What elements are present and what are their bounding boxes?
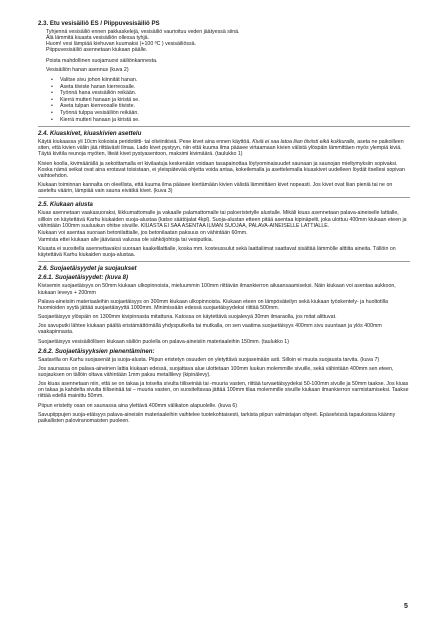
list-item: • Aseta tiiviste hanan kierreosalle.: [51, 83, 136, 90]
reduction-paragraph-1: Saatavilla on Karhu suojasenät ja suoja-alusta. Piipun eristetyn osuuden on yletyttävä suojaseinään asti. Silloin ei muuta suojausta tarvita. (kuva 7): [38, 356, 380, 363]
section-2-5-heading: 2.5. Kiukaan alusta: [38, 201, 93, 209]
tap-install-steps: [38, 77, 410, 123]
clearance-paragraph-1: Kivisemin suojaetäisyys on 50mm kiukaan ulkopinnoista, mieluummin 100mm riittävän ilmankierron aikaansaamiseksi. Näin kiukaan voi asentaa aukkoon, kiukaan leveys + 200mm: [38, 283, 396, 296]
clearance-paragraph-2: Palava-aineisiin materiaaleihin suojaetäisyys on 300mm kiukaan ulkopinnoista. Kiukaan eteen on lämpösäteilyn sekä kiukaan työskentely- ja huoltotilla huomioiden syytä jättää suojaetäisyyttä 1000mm. Minimissään edessä suojaetäisyydeksi riittää 500mm.: [38, 298, 388, 311]
base-paragraph-3: Varmista ettei kiukaan alle jäävässä valussa ole sähköjohtoja tai vesiputkia.: [38, 236, 213, 243]
list-item: • Aseta tulpan kierreosalle tiiviste.: [51, 103, 135, 110]
text-line: Piippuvesisäiliö asennetaan kiukaan päälle.: [46, 47, 148, 54]
list-item: • Valitse sivu johon kiinnität hanan.: [51, 76, 138, 83]
stones-paragraph-2: Kivien koolla, kivimäärällä ja sekoittamalla eri kivilaatuja keskenään voidaan tasapainottaa löylyominaisuudet saunaan ja saunojan mieltymyksiin sopivaksi. Koska nämä seikat ovat aina erotavat toisistaan, ei yleispätevää ohjetta voida antaa, kokeilemalla ja asettelemalla kiuaskivet uudelleen löydät itsellesi sopivan vaihtoehdon.: [38, 160, 405, 179]
section-2-6-heading: 2.6. Suojaetäisyydet ja suojaukset: [38, 265, 137, 273]
water-tank-warning: [38, 29, 410, 54]
clearance-paragraph-4: Jos savuputki lähtee kiukaan päältä eristämättömällä yhdysputkella tai mutkalla, on sen vaatima suojaetäisyys 400mm sivu suuntaan ja ylös 400mm vaakapinnasta.: [38, 323, 382, 336]
list-item: • Työnnä tulppa vesisäiliön reikään.: [51, 109, 139, 116]
section-2-6-2-heading: 2.6.2. Suojaetäisyyksien pienentäminen:: [38, 347, 155, 355]
document-page: [38, 20, 410, 427]
text-line: Älä lämmitä kiuasta vesisäiliön ollessa tyhjä.: [46, 35, 150, 42]
reduction-paragraph-5: Savupiippujen suoja-etäisyys palava-aineisiin materiaaleihin vaihtelee tuotekohtaisesti, tarkista piipun valmistajan ohjeet. Epäselvissä tapauksissa käänny paikallisten paloviranomaisten puoleen.: [38, 411, 396, 424]
tap-install-heading: Vesisäiliön hanan asennus (kuva 2): [46, 66, 129, 73]
reduction-paragraph-2: Jos saunassa on palava-aineinen lattia kiukaan edessä, suojattava alue ulottetaan 100mm luukun molemmille sivuille, sekä vähintään 400mm sen eteen, suojauksen on tällöin oltava vähintään 1mm paksu metallilevy (kipinälevy).: [38, 365, 394, 378]
text-line: Huom! vesi lämpiää kiehuvan kuumaksi (+100 ºC ) vesisäiliössä.: [46, 41, 197, 48]
section-2-3-heading: 2.3. Etu vesisäiliö ES / Piippuvesisäiliö PS: [38, 20, 160, 27]
list-item: • Työnnä hana vesisäiliön reikään.: [51, 90, 137, 97]
section-2-6-1-heading: 2.6.1. Suojaetäisyydet: (kuva 8): [38, 274, 129, 282]
clearance-paragraph-5: Suojaetäisyys vesisäiliöllisen kiukaan säiliön puolella on palava-aineisiin materiaaleihin 150mm. (taulukko 1): [38, 338, 289, 345]
stones-paragraph-3: Kiukaan toiminnan kannalta on oleellista, että kuuma ilma pääsee kiertämään kivien välistä lämmittäen kivet nopeasti. Jos kivet ovat liian pieniä tai ne on aseteltu väärin, lämpiää vain sauna eivätkä kivet. (kuva 3): [38, 182, 393, 195]
list-item: • Kierrä mutteri hanaan ja kiristä se.: [51, 116, 140, 123]
reduction-paragraph-3: Jos kiuas asennetaan niin, että se on takaa ja toiselta sivulta tiiliseinää tai -muuria vasten, riittää turvaetäisyydeksi 50-100mm sivulle ja 50mm taakse. Jos kiuas on takaa ja kahdelta sivulta tiiliseinää tai – muuria vasten, on suositeltavaa jättää 100mm tilaa molemmille sivuille kiukaan ilmankierron varmistamiseksi. Taakse riittää edellä mainittu 50mm.: [38, 381, 409, 400]
divider: [38, 126, 410, 127]
stones-paragraph-1: Käytä kiukaassa yli 10cm kokoisia peridotiitti- tai oliviinikiviä. Pese kivet aina ennen käyttöä. Kiviä ei saa latoa liian tiiviisti eikä kukkuralle, aseta ne paikoilleen siten, että kivien väliin jää riittävästi ilmaa. Lado kivet pystyyn, niin että kuuma ilma pääsee virtaamaan kivien välistä ylöspäin lämmittäen myös ylempiä kiviä. Täytä kivitila reunoja myöten, liteät kivet pystyasentoon, maksimi kivimäärä. (taulukko 1): [38, 139, 404, 158]
reduction-paragraph-4: Piipun eristetty osan on saunassa aina ylettävä 400mm välikaton alapuolelle. (kuva 6): [38, 402, 238, 409]
list-item: • Kierrä mutteri hanaan ja kiristä se.: [51, 96, 140, 103]
text-line: Tyhjennä vesisäiliö ennen pakkaskelejä, vesisäiliö vaurioituu veden jäätyessä siinä.: [46, 29, 240, 35]
remove-film-text: Poista mahdollinen suojamuovi säiliönkannesta.: [46, 57, 158, 64]
clearance-paragraph-3: Suojaetäisyys ylöspäin on 1300mm kivipinnasta mitattuna. Katossa on käytettävä suojalevyä 30mm ilmaraolla, jos mitat alittuvat.: [38, 314, 337, 321]
divider: [38, 261, 410, 262]
base-paragraph-4: Kiuasta ei suositella asennettavaksi suoraan kaakelilattialle, koska mm. kosteussulut sekä laattaliimat saattavat sisältää lämmölle alttiita aineita. Tällöin on käytettävä Karhu kiukaiden suoja-alustaa.: [38, 246, 396, 259]
page-number: 5: [404, 603, 408, 610]
base-paragraph-1: Kiuas asennetaan vaakasuoraksi, liikkumattomalle ja vakaalle palamattomalle tai paloeristetylle alustalle. Mikäli kiuas asennetaan palava-aineiselle lattialle, sillloin on käytettävä Karhu kiukaiden suoja-alustaa (katso säätöjalat 4kpl). Suoja-alustan etteen pitää asentaa kipinäpelti, joka ulottuu 400mm kiukaan eteen ja vähintään 100mm suuluukun ohitse sivuille. KIUASTA EI SAA ASENTAA ILMAN SUOJAA, PALAVA-AINEISELLE LATTIALLE.: [38, 210, 407, 229]
base-paragraph-2: Kiukaan voi asentaa suoraan betonilattialle, jos betonilaatan paksuus on vähintään 60mm.: [38, 229, 248, 236]
divider: [38, 197, 410, 198]
section-2-4-heading: 2.4. Kiuaskivet, kiuaskivien asettelu: [38, 130, 142, 138]
